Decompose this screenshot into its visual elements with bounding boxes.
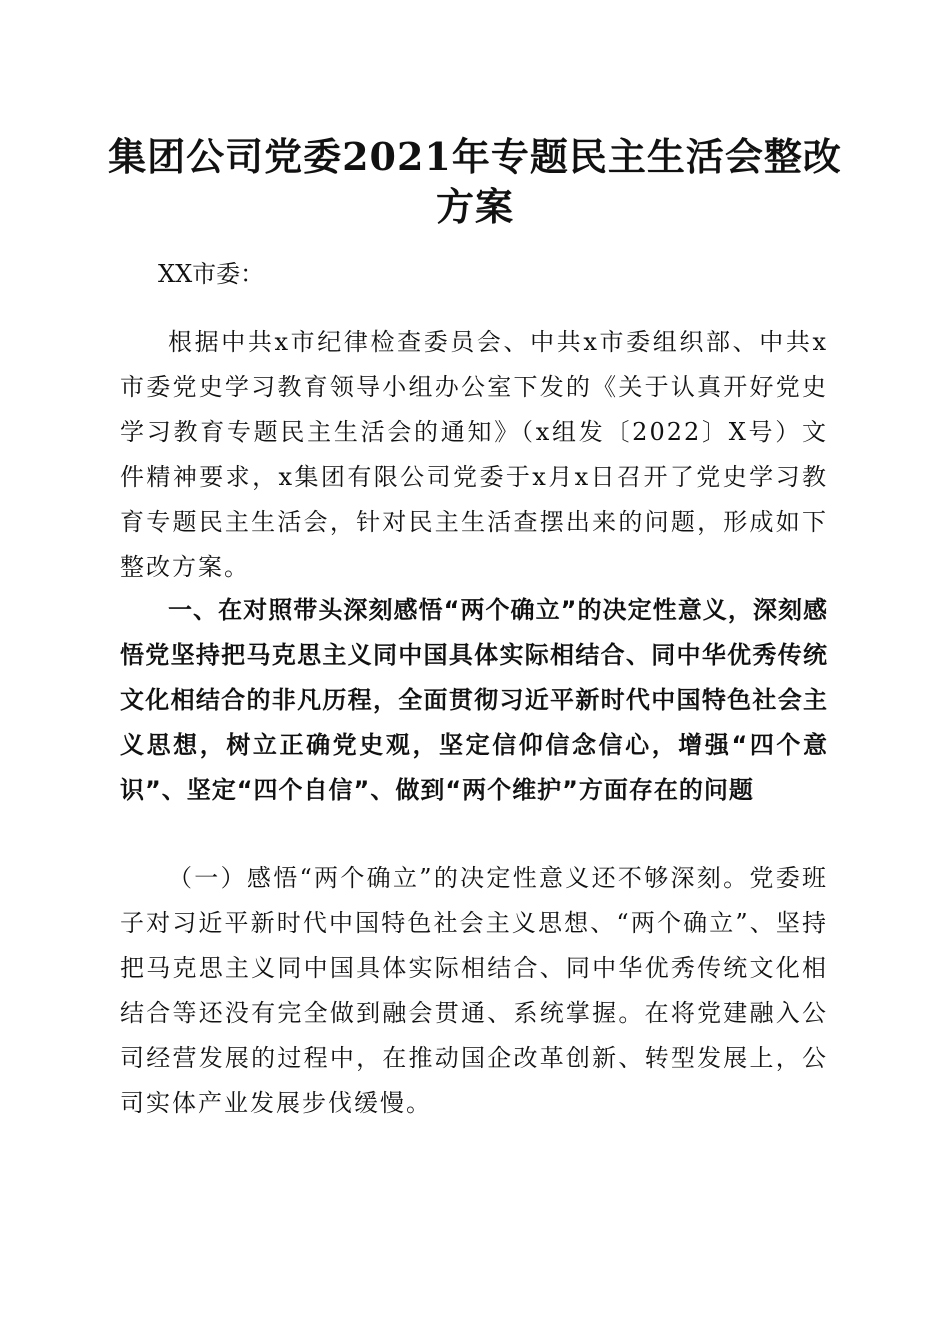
document-title: 集团公司党委2021年专题民主生活会整改方案 bbox=[108, 134, 842, 229]
salutation: XX市委： bbox=[158, 260, 265, 288]
section-1-heading: 一、在对照带头深刻感悟“两个确立”的决定性意义，深刻感悟党坚持把马克思主义同中国具体实际相结合、同中华优秀传统文化相结合的非凡历程，全面贯彻习近平新时代中国特色社会主义思想，树立正确党史观，坚定信仰信念信心，增强“四个意识”、坚定“四个自信”、做到“两个维护”方面存在的问题 bbox=[120, 596, 828, 804]
intro-paragraph: 根据中共x市纪律检查委员会、中共x市委组织部、中共x市委党史学习教育领导小组办公室下发的《关于认真开好党史学习教育专题民主生活会的通知》（x组发〔2022〕X号）文件精神要求，x集团有限公司党委于x月x日召开了党史学习教育专题民主生活会，针对民主生活查摆出来的问题，形成如下整改方案。 bbox=[120, 328, 828, 581]
section-1-item-1-paragraph: （一）感悟“两个确立”的决定性意义还不够深刻。党委班子对习近平新时代中国特色社会主义思想、“两个确立”、坚持把马克思主义同中国具体实际相结合、同中华优秀传统文化相结合等还没有完全做到融会贯通、系统掌握。在将党建融入公司经营发展的过程中，在推动国企改革创新、转型发展上，公司实体产业发展步伐缓慢。 bbox=[120, 864, 828, 1117]
